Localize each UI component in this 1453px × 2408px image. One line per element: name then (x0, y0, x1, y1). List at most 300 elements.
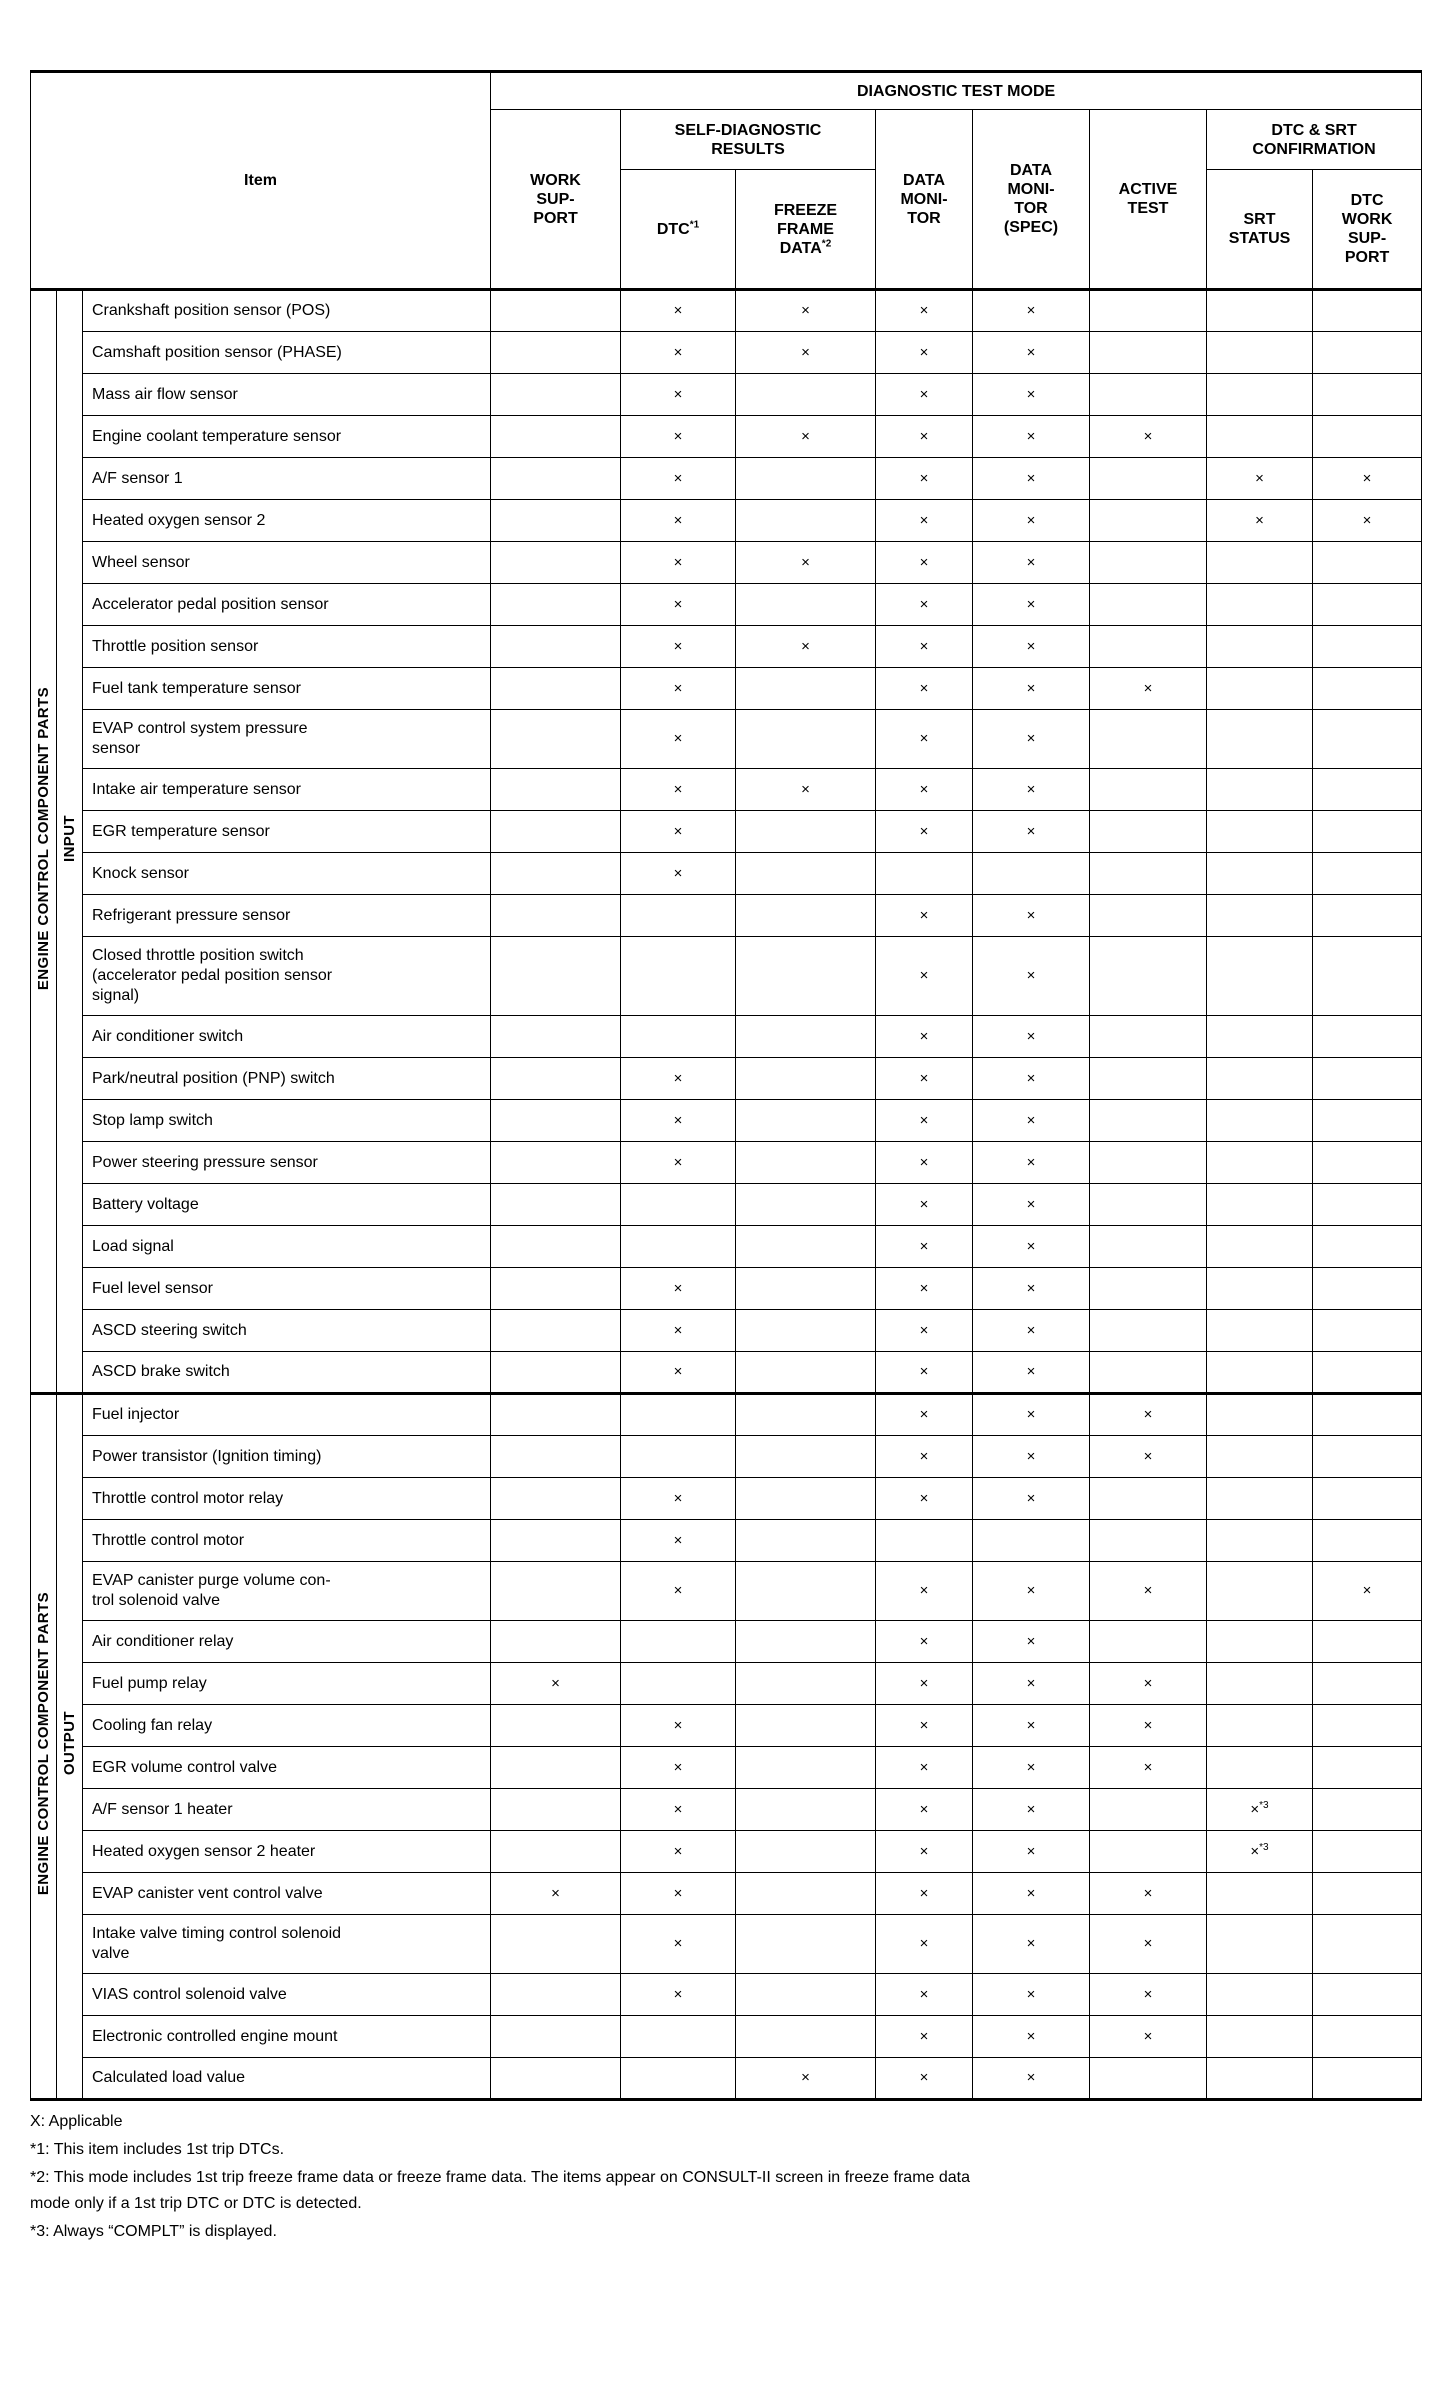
mark-srt-status (1207, 1226, 1313, 1268)
mark-active-test (1090, 853, 1207, 895)
mark-data-monitor: × (876, 769, 973, 811)
mark-srt-status (1207, 1436, 1313, 1478)
mark-work-support (491, 1268, 621, 1310)
table-row (31, 710, 1422, 769)
mark-data-monitor-spec: × (973, 1621, 1090, 1663)
item-name: A/F sensor 1 heater (83, 1789, 491, 1831)
table-row (31, 1352, 1422, 1394)
mark-dtc-work-support (1313, 1974, 1422, 2016)
table-header (31, 72, 1422, 290)
mark-dtc: × (621, 1831, 736, 1873)
mark-data-monitor-spec: × (973, 1016, 1090, 1058)
table-row (31, 1705, 1422, 1747)
mark-srt-status (1207, 1915, 1313, 1974)
mark-data-monitor: × (876, 1142, 973, 1184)
mark-data-monitor-spec: × (973, 500, 1090, 542)
mark-data-monitor-spec: × (973, 769, 1090, 811)
mark-work-support (491, 458, 621, 500)
mark-dtc-work-support (1313, 1747, 1422, 1789)
mark-freeze-frame-data: × (736, 542, 876, 584)
table-row (31, 374, 1422, 416)
mark-srt-status: ×$^{*3}$ (1207, 1789, 1313, 1831)
mark-active-test (1090, 937, 1207, 1016)
item-name: ASCD brake switch (83, 1352, 491, 1394)
mark-srt-status (1207, 1478, 1313, 1520)
footnote-3: *3: Always “COMPLT” is displayed. (30, 2223, 277, 2240)
mark-active-test (1090, 1142, 1207, 1184)
mark-work-support: × (491, 1663, 621, 1705)
mark-dtc: × (621, 1100, 736, 1142)
table-row (31, 290, 1422, 332)
mark-data-monitor: × (876, 895, 973, 937)
mark-data-monitor-spec: × (973, 1663, 1090, 1705)
mark-srt-status (1207, 1562, 1313, 1621)
mark-data-monitor: × (876, 1352, 973, 1394)
mark-freeze-frame-data (736, 1520, 876, 1562)
mark-data-monitor-spec: × (973, 374, 1090, 416)
mark-freeze-frame-data (736, 1831, 876, 1873)
data-monitor-header: DATA MONI- TOR (876, 110, 973, 290)
mark-dtc: × (621, 584, 736, 626)
mark-work-support (491, 500, 621, 542)
mark-dtc: × (621, 1705, 736, 1747)
mark-work-support (491, 710, 621, 769)
mark-work-support (491, 2016, 621, 2058)
mark-data-monitor-spec: × (973, 1747, 1090, 1789)
mark-srt-status (1207, 1058, 1313, 1100)
mark-work-support (491, 1831, 621, 1873)
mark-work-support (491, 1478, 621, 1520)
item-name: Accelerator pedal position sensor (83, 584, 491, 626)
mark-work-support (491, 811, 621, 853)
mark-active-test: × (1090, 2016, 1207, 2058)
mark-data-monitor-spec: × (973, 416, 1090, 458)
mark-data-monitor-spec: × (973, 1268, 1090, 1310)
mark-work-support: × (491, 1873, 621, 1915)
mark-dtc-work-support (1313, 1142, 1422, 1184)
mark-freeze-frame-data: × (736, 2058, 876, 2100)
mark-dtc: × (621, 290, 736, 332)
srt-status-header: SRT STATUS (1207, 170, 1313, 290)
mark-data-monitor (876, 1520, 973, 1562)
mark-superscript: *3 (1259, 1799, 1269, 1811)
mark-work-support (491, 290, 621, 332)
mark-dtc: × (621, 1310, 736, 1352)
mark-active-test (1090, 769, 1207, 811)
mark-active-test: × (1090, 1974, 1207, 2016)
mark-active-test (1090, 1831, 1207, 1873)
group-label-text: ENGINE CONTROL COMPONENT PARTS (34, 1591, 52, 1896)
mark-srt-status (1207, 2058, 1313, 2100)
mark-dtc: × (621, 769, 736, 811)
group-sub-label (57, 290, 83, 1394)
item-name: Power steering pressure sensor (83, 1142, 491, 1184)
mark-data-monitor: × (876, 1016, 973, 1058)
mark-dtc (621, 1184, 736, 1226)
mark-work-support (491, 895, 621, 937)
mark-freeze-frame-data (736, 374, 876, 416)
mark-freeze-frame-data (736, 1747, 876, 1789)
mark-active-test: × (1090, 1915, 1207, 1974)
mark-dtc-work-support (1313, 290, 1422, 332)
mark-data-monitor-spec: × (973, 626, 1090, 668)
mark-dtc-work-support (1313, 853, 1422, 895)
table-row (31, 458, 1422, 500)
mark-dtc-work-support (1313, 584, 1422, 626)
mark-dtc: × (621, 374, 736, 416)
mark-dtc: × (621, 542, 736, 584)
mark-srt-status (1207, 2016, 1313, 2058)
item-name: EGR temperature sensor (83, 811, 491, 853)
mark-data-monitor: × (876, 1562, 973, 1621)
footnote-applicable: X: Applicable (30, 2113, 123, 2130)
mark-dtc: × (621, 416, 736, 458)
mark-srt-status (1207, 1663, 1313, 1705)
mark-freeze-frame-data (736, 1058, 876, 1100)
mark-dtc (621, 895, 736, 937)
mark-dtc: × (621, 1142, 736, 1184)
item-name: EVAP control system pressure sensor (83, 710, 491, 769)
mark-srt-status (1207, 668, 1313, 710)
mark-dtc-work-support (1313, 710, 1422, 769)
mark-dtc-work-support (1313, 1478, 1422, 1520)
mark-work-support (491, 1621, 621, 1663)
mark-dtc: × (621, 1520, 736, 1562)
mark-freeze-frame-data (736, 1310, 876, 1352)
mark-freeze-frame-data (736, 668, 876, 710)
mark-freeze-frame-data: × (736, 290, 876, 332)
group-label (31, 290, 57, 1394)
item-name: Refrigerant pressure sensor (83, 895, 491, 937)
mark-active-test (1090, 895, 1207, 937)
mark-dtc: × (621, 1789, 736, 1831)
table-row (31, 937, 1422, 1016)
item-header: Item (31, 72, 491, 290)
mark-data-monitor: × (876, 1789, 973, 1831)
mark-data-monitor-spec: × (973, 895, 1090, 937)
item-name: Power transistor (Ignition timing) (83, 1436, 491, 1478)
mark-freeze-frame-data (736, 1226, 876, 1268)
mark-dtc: × (621, 332, 736, 374)
mark-active-test: × (1090, 416, 1207, 458)
mark-active-test (1090, 1789, 1207, 1831)
mark-data-monitor: × (876, 626, 973, 668)
mark-srt-status: × (1207, 500, 1313, 542)
table-row (31, 1268, 1422, 1310)
mark-active-test: × (1090, 1394, 1207, 1436)
mark-active-test: × (1090, 1562, 1207, 1621)
item-name: Load signal (83, 1226, 491, 1268)
mark-srt-status (1207, 416, 1313, 458)
mark-data-monitor: × (876, 1100, 973, 1142)
mark-dtc-work-support (1313, 811, 1422, 853)
mark-srt-status: × (1207, 458, 1313, 500)
item-name: Throttle position sensor (83, 626, 491, 668)
mark-freeze-frame-data (736, 1915, 876, 1974)
data-monitor-spec-header: DATA MONI- TOR (SPEC) (973, 110, 1090, 290)
mark-superscript: *3 (1259, 1841, 1269, 1853)
diagnostic-test-mode-header: DIAGNOSTIC TEST MODE (491, 72, 1422, 110)
mark-dtc: × (621, 853, 736, 895)
mark-dtc (621, 1016, 736, 1058)
mark-dtc (621, 1663, 736, 1705)
dtc-header-label: DTC (656, 220, 690, 238)
mark-srt-status (1207, 1100, 1313, 1142)
mark-active-test (1090, 1352, 1207, 1394)
mark-work-support (491, 626, 621, 668)
mark-dtc: × (621, 1974, 736, 2016)
mark-dtc: × (621, 1352, 736, 1394)
mark-srt-status (1207, 1352, 1313, 1394)
mark-dtc-work-support (1313, 416, 1422, 458)
mark-data-monitor-spec: × (973, 290, 1090, 332)
item-name: EGR volume control valve (83, 1747, 491, 1789)
table-row (31, 668, 1422, 710)
mark-dtc-work-support (1313, 1789, 1422, 1831)
table-row (31, 1915, 1422, 1974)
mark-work-support (491, 1789, 621, 1831)
mark-freeze-frame-data (736, 1974, 876, 2016)
mark-data-monitor-spec: × (973, 1100, 1090, 1142)
mark-work-support (491, 1142, 621, 1184)
mark-active-test (1090, 1184, 1207, 1226)
item-name: Throttle control motor relay (83, 1478, 491, 1520)
table-row (31, 1562, 1422, 1621)
item-name: Crankshaft position sensor (POS) (83, 290, 491, 332)
mark-data-monitor: × (876, 937, 973, 1016)
mark-data-monitor: × (876, 584, 973, 626)
mark-dtc-work-support (1313, 1268, 1422, 1310)
mark-dtc: × (621, 458, 736, 500)
mark-freeze-frame-data (736, 811, 876, 853)
footnote-1: *1: This item includes 1st trip DTCs. (30, 2141, 285, 2158)
mark-dtc-work-support (1313, 1352, 1422, 1394)
mark-data-monitor-spec: × (973, 458, 1090, 500)
mark-work-support (491, 1394, 621, 1436)
mark-data-monitor: × (876, 1394, 973, 1436)
table-row (31, 1478, 1422, 1520)
mark-active-test (1090, 290, 1207, 332)
item-name: A/F sensor 1 (83, 458, 491, 500)
mark-srt-status (1207, 584, 1313, 626)
mark-data-monitor: × (876, 458, 973, 500)
mark-data-monitor-spec: × (973, 937, 1090, 1016)
table-row (31, 332, 1422, 374)
mark-dtc-work-support (1313, 769, 1422, 811)
mark-freeze-frame-data (736, 1562, 876, 1621)
table-row (31, 626, 1422, 668)
table-row (31, 1747, 1422, 1789)
table-row (31, 1058, 1422, 1100)
mark-data-monitor-spec: × (973, 1436, 1090, 1478)
mark-work-support (491, 937, 621, 1016)
mark-dtc-work-support (1313, 1663, 1422, 1705)
mark-data-monitor: × (876, 2058, 973, 2100)
mark-freeze-frame-data (736, 1142, 876, 1184)
item-name: Fuel level sensor (83, 1268, 491, 1310)
mark-dtc: × (621, 710, 736, 769)
item-name: Knock sensor (83, 853, 491, 895)
mark-data-monitor: × (876, 1310, 973, 1352)
mark-srt-status (1207, 1142, 1313, 1184)
table-row (31, 1621, 1422, 1663)
mark-freeze-frame-data (736, 1016, 876, 1058)
mark-dtc-work-support (1313, 1058, 1422, 1100)
item-name: Camshaft position sensor (PHASE) (83, 332, 491, 374)
mark-dtc-work-support (1313, 1310, 1422, 1352)
mark-srt-status (1207, 1520, 1313, 1562)
mark-active-test (1090, 500, 1207, 542)
mark-data-monitor: × (876, 542, 973, 584)
mark-work-support (491, 332, 621, 374)
mark-data-monitor: × (876, 1268, 973, 1310)
mark-dtc: × (621, 1478, 736, 1520)
mark-freeze-frame-data (736, 853, 876, 895)
table-row (31, 1831, 1422, 1873)
mark-dtc-work-support (1313, 1915, 1422, 1974)
mark-dtc: × (621, 1562, 736, 1621)
mark-work-support (491, 1352, 621, 1394)
mark-data-monitor-spec: × (973, 1789, 1090, 1831)
mark-freeze-frame-data (736, 1789, 876, 1831)
mark-active-test (1090, 1478, 1207, 1520)
mark-dtc-work-support (1313, 332, 1422, 374)
mark-data-monitor-spec: × (973, 1873, 1090, 1915)
mark-srt-status (1207, 710, 1313, 769)
mark-work-support (491, 416, 621, 458)
dtc-srt-confirmation-header: DTC & SRT CONFIRMATION (1207, 110, 1422, 170)
mark-work-support (491, 1310, 621, 1352)
mark-active-test (1090, 1268, 1207, 1310)
mark-freeze-frame-data (736, 1705, 876, 1747)
mark-dtc-work-support (1313, 626, 1422, 668)
group-sub-label-text: INPUT (60, 815, 78, 862)
mark-dtc-work-support (1313, 1394, 1422, 1436)
mark-work-support (491, 1100, 621, 1142)
mark-active-test: × (1090, 1663, 1207, 1705)
mark-dtc: × (621, 626, 736, 668)
mark-dtc (621, 1394, 736, 1436)
mark-data-monitor: × (876, 1478, 973, 1520)
item-name: Calculated load value (83, 2058, 491, 2100)
mark-freeze-frame-data (736, 1663, 876, 1705)
mark-work-support (491, 542, 621, 584)
mark-data-monitor-spec: × (973, 668, 1090, 710)
mark-data-monitor: × (876, 290, 973, 332)
group-label-text: ENGINE CONTROL COMPONENT PARTS (34, 686, 52, 991)
mark-data-monitor: × (876, 1831, 973, 1873)
mark-data-monitor: × (876, 500, 973, 542)
mark-dtc: × (621, 1747, 736, 1789)
mark-dtc (621, 2016, 736, 2058)
mark-data-monitor: × (876, 1184, 973, 1226)
table-row (31, 1142, 1422, 1184)
mark-data-monitor-spec: × (973, 1974, 1090, 2016)
table-row (31, 1436, 1422, 1478)
mark-freeze-frame-data (736, 1621, 876, 1663)
mark-active-test (1090, 2058, 1207, 2100)
mark-active-test: × (1090, 1705, 1207, 1747)
mark-active-test (1090, 1310, 1207, 1352)
item-name: Fuel pump relay (83, 1663, 491, 1705)
mark-work-support (491, 1058, 621, 1100)
mark-srt-status (1207, 1310, 1313, 1352)
mark-dtc-work-support (1313, 937, 1422, 1016)
mark-srt-status (1207, 290, 1313, 332)
mark-data-monitor: × (876, 1663, 973, 1705)
mark-data-monitor-spec: × (973, 1562, 1090, 1621)
mark-data-monitor-spec: × (973, 1394, 1090, 1436)
mark-freeze-frame-data (736, 1268, 876, 1310)
mark-active-test (1090, 1520, 1207, 1562)
mark-data-monitor-spec: × (973, 1915, 1090, 1974)
mark-work-support (491, 1562, 621, 1621)
mark-data-monitor: × (876, 1747, 973, 1789)
mark-data-monitor-spec: × (973, 2058, 1090, 2100)
item-name: Intake valve timing control solenoid valve (83, 1915, 491, 1974)
mark-data-monitor: × (876, 1915, 973, 1974)
mark-data-monitor: × (876, 1058, 973, 1100)
mark-active-test (1090, 710, 1207, 769)
mark-srt-status (1207, 895, 1313, 937)
mark-active-test: × (1090, 1747, 1207, 1789)
dtc-work-support-header: DTC WORK SUP- PORT (1313, 170, 1422, 290)
mark-srt-status (1207, 853, 1313, 895)
item-name: Heated oxygen sensor 2 heater (83, 1831, 491, 1873)
mark-work-support (491, 1747, 621, 1789)
mark-dtc-work-support (1313, 1520, 1422, 1562)
header-row-1 (31, 72, 1422, 110)
mark-data-monitor-spec: × (973, 1352, 1090, 1394)
mark-freeze-frame-data (736, 1873, 876, 1915)
mark-dtc: × (621, 811, 736, 853)
mark-data-monitor-spec: × (973, 584, 1090, 626)
mark-dtc: × (621, 1915, 736, 1974)
mark-freeze-frame-data (736, 458, 876, 500)
table-row (31, 895, 1422, 937)
table-row (31, 811, 1422, 853)
mark-dtc-work-support (1313, 1705, 1422, 1747)
mark-dtc-work-support (1313, 1226, 1422, 1268)
mark-srt-status (1207, 1974, 1313, 2016)
diagnostic-test-mode-table (30, 70, 1422, 2101)
item-name: Wheel sensor (83, 542, 491, 584)
mark-work-support (491, 769, 621, 811)
mark-data-monitor-spec: × (973, 1142, 1090, 1184)
self-diagnostic-results-header: SELF-DIAGNOSTIC RESULTS (621, 110, 876, 170)
mark-srt-status (1207, 374, 1313, 416)
mark-dtc: × (621, 1268, 736, 1310)
mark-active-test (1090, 374, 1207, 416)
table-row (31, 1310, 1422, 1352)
mark-dtc: × (621, 500, 736, 542)
footnotes (30, 2109, 1421, 2245)
mark-dtc: × (621, 668, 736, 710)
mark-freeze-frame-data: × (736, 416, 876, 458)
mark-data-monitor-spec: × (973, 2016, 1090, 2058)
mark-freeze-frame-data (736, 1184, 876, 1226)
mark-srt-status: ×$^{*3}$ (1207, 1831, 1313, 1873)
mark-data-monitor: × (876, 1873, 973, 1915)
mark-dtc-work-support (1313, 895, 1422, 937)
mark-data-monitor: × (876, 1621, 973, 1663)
mark-data-monitor: × (876, 1226, 973, 1268)
mark-freeze-frame-data (736, 1394, 876, 1436)
table-row (31, 1184, 1422, 1226)
mark-data-monitor-spec: × (973, 710, 1090, 769)
mark-active-test (1090, 1100, 1207, 1142)
item-name: Mass air flow sensor (83, 374, 491, 416)
